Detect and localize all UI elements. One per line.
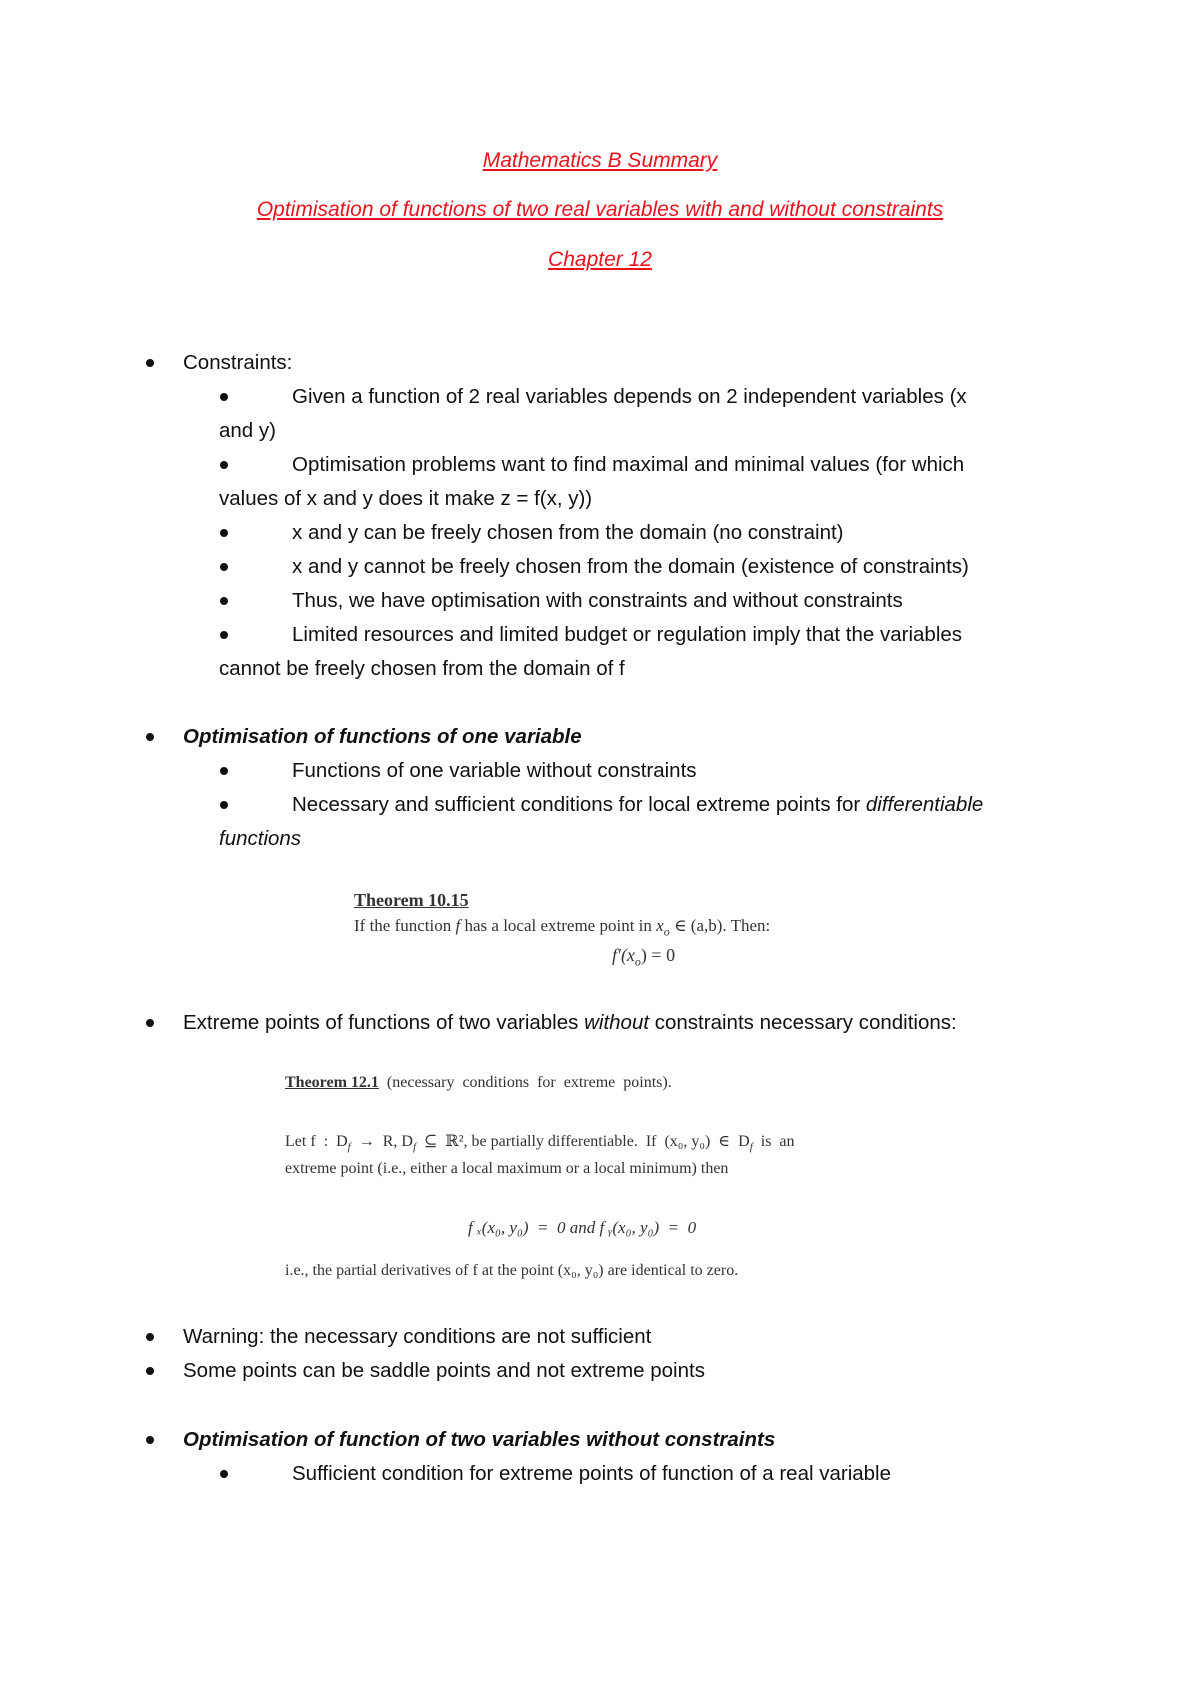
- section-heading-without-constraints: Optimisation of function of two variables without constraints: [183, 1428, 776, 1451]
- math-subscript: o: [663, 924, 670, 939]
- theorem-heading: Theorem 12.1: [285, 1074, 379, 1091]
- list-item: [183, 1011, 957, 1035]
- warning-item: Warning: the necessary conditions are not sufficient: [183, 1325, 652, 1348]
- math-symbol: x: [656, 916, 664, 935]
- bullet-icon: [220, 461, 228, 469]
- constraints-heading: Constraints:: [183, 351, 293, 374]
- theorem-note: (necessary conditions for extreme points).: [378, 1074, 672, 1091]
- theorem-text: is an: [752, 1133, 795, 1150]
- bullet-icon: [220, 529, 228, 537]
- theorem-formula: f ₓ(x₀, y₀) = 0 and f ᵧ(x₀, y₀) = 0: [468, 1218, 697, 1237]
- document-subtitle: Optimisation of functions of two real variables with and without constraints: [256, 198, 944, 221]
- list-item: Limited resources and limited budget or regulation imply that the variables: [292, 623, 963, 646]
- list-item-text: Extreme points of functions of two variables: [183, 1011, 585, 1034]
- theorem-formula: [612, 945, 675, 970]
- list-item: Sufficient condition for extreme points of function of a real variable: [292, 1462, 892, 1485]
- math-subscript: o: [634, 954, 641, 969]
- math-symbol: f: [455, 916, 461, 935]
- theorem-text: ⊆ ℝ², be partially differentiable. If (x₀, y₀) ∈ D: [416, 1133, 750, 1150]
- theorem-text: If the function: [354, 916, 456, 935]
- theorem-statement-continued: extreme point (i.e., either a local maximum or a local minimum) then: [285, 1160, 729, 1177]
- list-item-continued: functions: [219, 827, 302, 850]
- bullet-icon: [146, 1367, 154, 1375]
- theorem-statement: [285, 1131, 795, 1153]
- list-item-continued: values of x and y does it make z = f(x, y)): [219, 487, 593, 510]
- bullet-icon: [220, 631, 228, 639]
- section-heading-one-variable: Optimisation of functions of one variable: [183, 725, 582, 748]
- math-formula: f′(x: [612, 945, 635, 965]
- bullet-icon: [220, 597, 228, 605]
- list-item: [292, 793, 983, 817]
- list-item-emphasis: differentiable: [865, 793, 984, 816]
- list-item-continued: cannot be freely chosen from the domain of f: [219, 657, 625, 680]
- list-item: Functions of one variable without constraints: [292, 759, 697, 782]
- list-item: Given a function of 2 real variables depends on 2 independent variables (x: [292, 385, 967, 408]
- theorem-text: ∈ (a,b). Then:: [669, 916, 771, 935]
- theorem-text: → R, D: [350, 1133, 413, 1150]
- theorem-text: has a local extreme point in: [460, 916, 657, 935]
- theorem-conclusion: i.e., the partial derivatives of f at the point (x₀, y₀) are identical to zero.: [285, 1262, 739, 1279]
- list-item: x and y can be freely chosen from the domain (no constraint): [292, 521, 844, 544]
- list-item-text: Necessary and sufficient conditions for local extreme points for: [292, 793, 866, 816]
- theorem-text: Let f : D: [285, 1133, 348, 1150]
- bullet-icon: [146, 359, 154, 367]
- list-item: Optimisation problems want to find maximal and minimal values (for which: [292, 453, 965, 476]
- bullet-icon: [220, 801, 228, 809]
- bullet-icon: [146, 733, 154, 741]
- bullet-icon: [220, 1470, 228, 1478]
- list-item: Thus, we have optimisation with constraints and without constraints: [292, 589, 903, 612]
- math-subscript: f: [347, 1141, 351, 1154]
- math-subscript: f: [412, 1141, 417, 1154]
- theorem-heading-row: [285, 1074, 672, 1092]
- bullet-icon: [146, 1436, 154, 1444]
- bullet-icon: [220, 563, 228, 571]
- list-item-emphasis: without: [584, 1011, 650, 1034]
- theorem-statement: [354, 916, 770, 939]
- math-formula: ) = 0: [640, 945, 676, 965]
- theorem-heading: Theorem 10.15: [354, 890, 469, 910]
- document-title: Mathematics B Summary: [482, 149, 718, 172]
- bullet-icon: [146, 1333, 154, 1341]
- math-subscript: f: [749, 1141, 753, 1154]
- list-item: x and y cannot be freely chosen from the domain (existence of constraints): [292, 555, 969, 578]
- bullet-icon: [146, 1019, 154, 1027]
- list-item-text: constraints necessary conditions:: [649, 1011, 957, 1034]
- chapter-heading: Chapter 12: [548, 248, 652, 271]
- bullet-icon: [220, 393, 228, 401]
- list-item-continued: and y): [219, 419, 276, 442]
- warning-item: Some points can be saddle points and not extreme points: [183, 1359, 705, 1382]
- bullet-icon: [220, 767, 228, 775]
